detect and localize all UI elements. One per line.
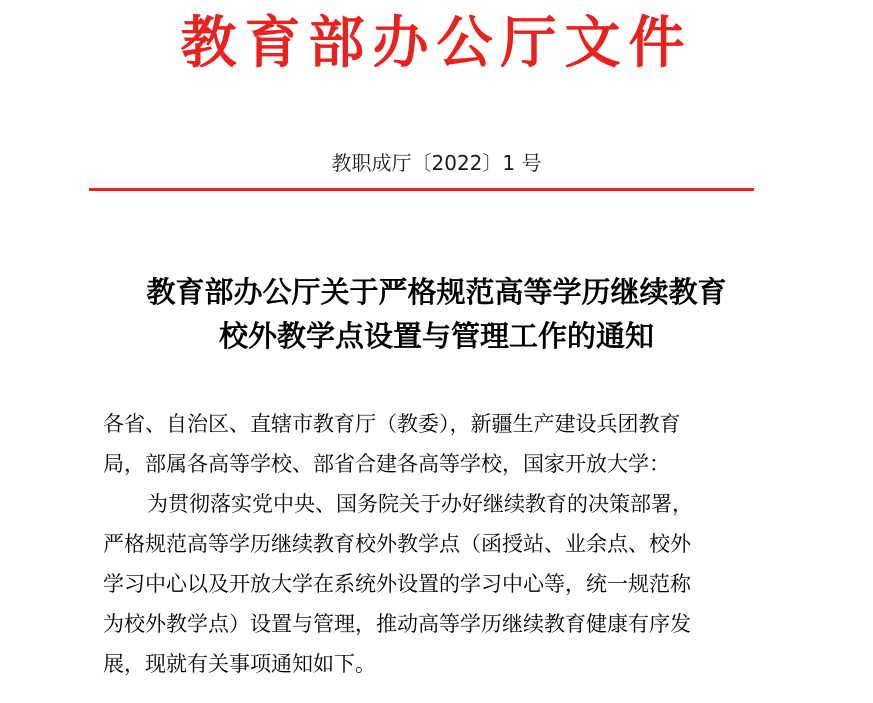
- red-divider-line: [89, 188, 754, 191]
- notice-title-line-2: 校外教学点设置与管理工作的通知: [218, 319, 654, 353]
- body-line-paragraph-5: 展，现就有关事项通知如下。: [103, 652, 376, 676]
- body-line-paragraph-1: 为贯彻落实党中央、国务院关于办好继续教育的决策部署，: [147, 492, 693, 516]
- document-number: 教职成厅〔2022〕1 号: [331, 151, 542, 175]
- body-line-paragraph-3: 学习中心以及开放大学在系统外设置的学习中心等，统一规范称: [103, 572, 691, 596]
- notice-title-line-1: 教育部办公厅关于严格规范高等学历继续教育: [146, 275, 727, 309]
- notice-title: [60, 270, 813, 358]
- body-line-paragraph-4: 为校外教学点）设置与管理，推动高等学历继续教育健康有序发: [103, 612, 691, 636]
- notice-body: [103, 404, 783, 684]
- body-line-addressee-2: 局，部属各高等学校、部省合建各高等学校，国家开放大学：: [103, 452, 670, 476]
- body-line-paragraph-2: 严格规范高等学历继续教育校外教学点（函授站、业余点、校外: [103, 532, 691, 556]
- body-line-addressee-1: 各省、自治区、直辖市教育厅（教委），新疆生产建设兵团教育: [103, 412, 681, 436]
- masthead-title: 教育部办公厅文件: [180, 11, 693, 76]
